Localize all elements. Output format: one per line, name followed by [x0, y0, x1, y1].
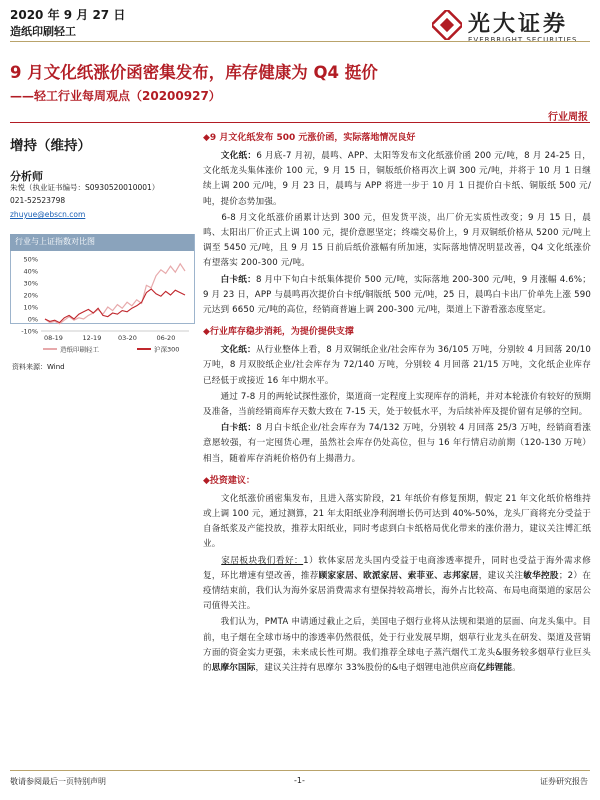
paragraph: 我们认为，PMTA 申请通过截止之后，美国电子烟行业将从法规和渠道的层面、向龙头集中。目前，电子烟在全球市场中的渗透率仍然很低，处于行业发展早期，烟草行业龙头在研发、渠道及营销方面的资金实力更强，未来成长性可期。我们推荐全球电子蒸汽烟代工龙头&服务较多烟草行业巨头的思摩尔国际，建议关注持有思摩尔 33%股份的&电子烟锂电池供应商亿纬锂能。 — [203, 617, 591, 674]
x-tick-label: 12-19 — [82, 334, 102, 342]
rating: 增持（维持） — [10, 138, 91, 154]
industry-label: 造纸印刷轻工 — [10, 25, 76, 38]
section-heading-investment: ◆投资建议： — [203, 475, 255, 486]
report-type: 行业周报 — [548, 112, 588, 123]
report-date: 2020 年 9 月 27 日 — [10, 8, 126, 22]
chart-title: 行业与上证指数对比图 — [15, 237, 95, 246]
analyst-heading: 分析师 — [10, 170, 43, 183]
analyst-phone: 021-52523798 — [10, 196, 66, 205]
paragraph: 6-8 月文化纸涨价函累计达到 300 元，但发货平淡，出厂价无实质性改变；9 月 15 日，晨鸣、太阳出厂价正式上调 100 元，提价意愿坚定；终端交易价上，9 月双铜纸价格从 5200 元/吨上调至 5450 元/吨，且 9 月 15 日前后纸价涨幅有所加速，实际落地情况明显改善，Q4 文化纸涨价有望落实 200-300 元/吨。 — [203, 212, 591, 269]
paragraph: 白卡纸：8 月中下旬白卡纸集体提价 500 元/吨，实际落地 200-300 元/吨，9 月涨幅 4.6%；9 月 23 日，APP 与晨鸣再次提价白卡纸/铜版纸 500 元/吨，25 日，晨鸣白卡出厂价单先上涨 590 元达到 6650 元/吨的高位，经销商普遍上调 200-300 元/吨，渠道上下游看涨态度坚定。 — [203, 274, 591, 316]
x-tick-label: 08-19 — [43, 334, 63, 342]
paragraph: 白卡纸：8 月白卡纸企业/社会库存为 74/132 万吨，分别较 4 月回落 25/3 万吨，经销商看涨意愿较强，有一定囤货心理，虽然社会库存仍处高位，但与 16 年行情启动前期（120-130 万吨）相当，随着库存消耗价格仍有上揚潜力。 — [203, 423, 591, 464]
y-tick-label: 10% — [23, 303, 38, 312]
section-heading-inventory: ◆行业库存稳步消耗，为提价提供支撑 — [203, 327, 354, 338]
series-line-1 — [45, 289, 185, 323]
logo-text-cn: 光大证券 — [468, 11, 569, 37]
analyst-name: 朱悦（执业证书编号：S0930520010001） — [10, 183, 160, 192]
performance-chart — [11, 235, 194, 357]
y-tick-label: 20% — [23, 291, 38, 300]
paragraph: 文化纸：从行业整体上看，8 月双铜纸企业/社会库存为 36/105 万吨，分别较 4 月回落 20/10 万吨，8 月双胶纸企业/社会库存为 72/140 万吨，分别较 4 月回落 21/15 万吨，文化纸企业库存已经低于或接近 16 年中期水平。 — [203, 345, 591, 386]
y-tick-label: 0% — [27, 315, 38, 324]
header-divider — [10, 41, 590, 42]
title-divider — [10, 122, 590, 123]
y-tick-label: 50% — [23, 255, 38, 264]
y-tick-label: 40% — [23, 267, 38, 276]
y-tick-label: 30% — [23, 279, 38, 288]
main-content — [203, 131, 591, 677]
paragraph: 文化纸涨价函密集发布，且进入落实阶段，21 年纸价有修复预期，假定 21 年文化纸价格维持或上调 100 元，通过测算，21 年太阳纸业净利润增长仍可达到 40%-50%，龙头厂商将充分受益于自备纸浆及产能投放，推荐太阳纸业，同时考虑到白卡纸格局优化带来的涨价潜力，建议关注博汇纸业。 — [203, 493, 592, 550]
paragraph: 通过 7-8 月的两轮试探性涨价，渠道商一定程度上实现库存的消耗，并对本轮涨价有较好的预期及准备，当前经销商库存天数大致在 7-15 天，处于较低水平，为后续补库及提价留有足够的空间。 — [203, 391, 591, 418]
page-number: -1- — [294, 776, 305, 785]
x-tick-label: 06-20 — [156, 334, 176, 342]
footer-divider — [10, 770, 590, 771]
report-subtitle: ——轻工行业每周观点（20200927） — [10, 89, 221, 103]
report-title: 9 月文化纸涨价函密集发布，库存健康为 Q4 挺价 — [10, 63, 378, 82]
analyst-email[interactable]: zhuyue@ebscn.com — [10, 210, 86, 219]
logo-text-en: EVERBRIGHT SECURITIES — [468, 36, 578, 44]
footer-disclaimer: 敬请参阅最后一页特别声明 — [10, 777, 106, 786]
logo-mark-icon — [432, 10, 462, 40]
section-heading-price-hike: ◆9 月文化纸发布 500 元涨价函，实际落地情况良好 — [203, 133, 416, 143]
y-tick-label: -10% — [21, 327, 38, 336]
paragraph: 家居板块我们看好：1）软体家居龙头国内受益于电商渗透率提升，同时也受益于海外需求修复，环比增速有望改善，推荐顾家家居、欧派家居、索菲亚、志邦家居，建议关注敏华控股；2）在疫情结束前，我们认为海外家居消费需求有望保持较高增长，海外占比较高、布局电商渠道的家居公司值得关注。 — [203, 555, 591, 612]
x-tick-label: 03-20 — [117, 334, 137, 342]
paragraph: 文化纸：6 月底-7 月初，晨鸣、APP、太阳等发布文化纸涨价函 200 元/吨，8 月 24-25 日，文化纸龙头集体涨价 100 元，9 月 15 日，铜版纸价格再次上调 300 元/吨，并将于 10 月 1 日继续上调 200 元/吨，9 月 23 日，晨鸣与 APP 将进一步于 10 月 1 日提价白卡纸、铜版纸 500 元/吨，提价态势加强。 — [203, 151, 591, 207]
legend-label: 沪深300 — [154, 345, 180, 354]
footer-label: 证券研究报告 — [540, 777, 588, 786]
legend-label: 造纸印刷轻工 — [60, 345, 99, 354]
chart-source: 资料来源：Wind — [12, 363, 65, 371]
